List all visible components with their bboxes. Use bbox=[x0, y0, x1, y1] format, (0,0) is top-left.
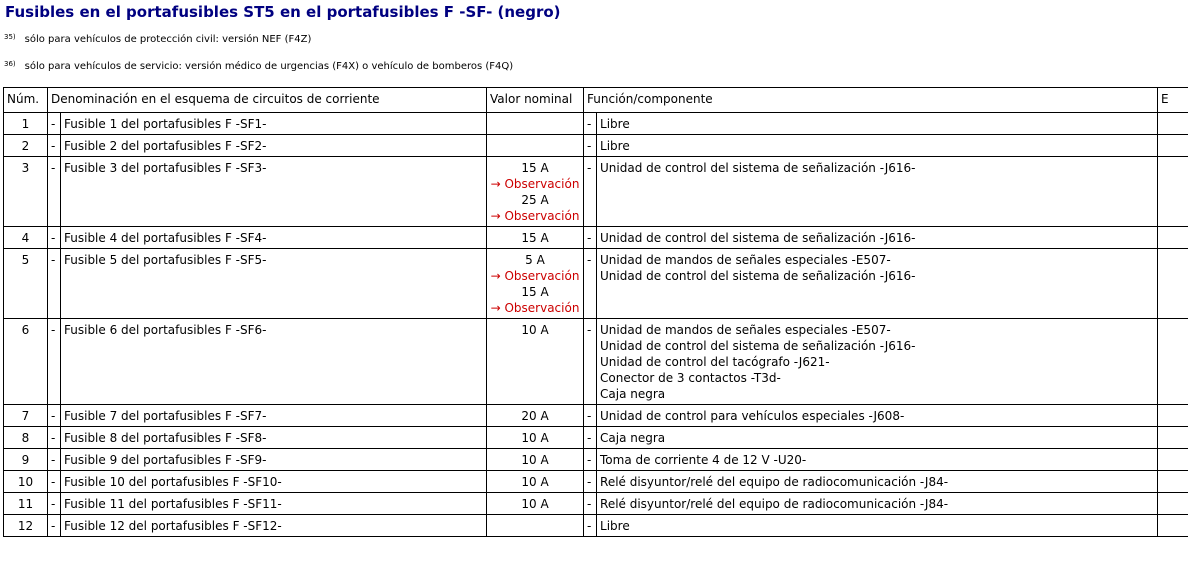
value-text: 10 A bbox=[521, 431, 549, 445]
nominal-value bbox=[487, 157, 584, 227]
function-text: Toma de corriente 4 de 12 V -U20- bbox=[600, 453, 807, 467]
dash-marker: - bbox=[48, 135, 61, 157]
function-component bbox=[597, 427, 1158, 449]
extra-cell bbox=[1158, 493, 1188, 515]
table-row bbox=[4, 449, 1188, 471]
function-text: Caja negra bbox=[600, 387, 666, 401]
extra-cell bbox=[1158, 515, 1188, 537]
value-text: 10 A bbox=[521, 475, 549, 489]
function-component bbox=[597, 157, 1158, 227]
fuse-name: Fusible 7 del portafusibles F -SF7- bbox=[61, 405, 487, 427]
observation-link[interactable]: → Observación bbox=[490, 301, 580, 315]
function-component bbox=[597, 405, 1158, 427]
fuse-number: 8 bbox=[4, 427, 48, 449]
fuse-name: Fusible 3 del portafusibles F -SF3- bbox=[61, 157, 487, 227]
table-header-row bbox=[4, 88, 1188, 113]
page-title: Fusibles en el portafusibles ST5 en el portafusibles F -SF- (negro) bbox=[5, 3, 561, 21]
dash-marker: - bbox=[48, 249, 61, 319]
function-text: Unidad de control del sistema de señalización -J616- bbox=[600, 161, 916, 175]
extra-cell bbox=[1158, 471, 1188, 493]
dash-marker: - bbox=[584, 249, 597, 319]
nominal-value bbox=[487, 427, 584, 449]
dash-marker: - bbox=[48, 113, 61, 135]
value-text: 15 A bbox=[521, 161, 549, 175]
header-extra: E bbox=[1158, 88, 1188, 113]
table-row bbox=[4, 113, 1188, 135]
extra-cell bbox=[1158, 135, 1188, 157]
fuse-name: Fusible 6 del portafusibles F -SF6- bbox=[61, 319, 487, 405]
header-num: Núm. bbox=[4, 88, 48, 113]
function-text: Unidad de control del sistema de señalización -J616- bbox=[600, 269, 916, 283]
fuse-name: Fusible 1 del portafusibles F -SF1- bbox=[61, 113, 487, 135]
fuse-number: 9 bbox=[4, 449, 48, 471]
extra-cell bbox=[1158, 249, 1188, 319]
extra-cell bbox=[1158, 405, 1188, 427]
table-row bbox=[4, 405, 1188, 427]
table-row bbox=[4, 471, 1188, 493]
table-row bbox=[4, 427, 1188, 449]
extra-cell bbox=[1158, 113, 1188, 135]
fuse-number: 12 bbox=[4, 515, 48, 537]
header-value: Valor nominal bbox=[487, 88, 584, 113]
dash-marker: - bbox=[48, 319, 61, 405]
header-function: Función/componente bbox=[584, 88, 1158, 113]
table-row bbox=[4, 135, 1188, 157]
fuse-table bbox=[3, 87, 1188, 537]
dash-marker: - bbox=[584, 405, 597, 427]
function-component bbox=[597, 515, 1158, 537]
dash-marker: - bbox=[48, 471, 61, 493]
dash-marker: - bbox=[584, 427, 597, 449]
function-text: Caja negra bbox=[600, 431, 666, 445]
footnote-35 bbox=[4, 34, 311, 45]
function-component bbox=[597, 135, 1158, 157]
function-text: Conector de 3 contactos -T3d- bbox=[600, 371, 781, 385]
function-component bbox=[597, 449, 1158, 471]
footnote-36 bbox=[4, 61, 513, 72]
fuse-number: 2 bbox=[4, 135, 48, 157]
dash-marker: - bbox=[584, 493, 597, 515]
extra-cell bbox=[1158, 319, 1188, 405]
dash-marker: - bbox=[48, 515, 61, 537]
function-text: Relé disyuntor/relé del equipo de radiocomunicación -J84- bbox=[600, 475, 949, 489]
extra-cell bbox=[1158, 157, 1188, 227]
function-component bbox=[597, 113, 1158, 135]
dash-marker: - bbox=[584, 515, 597, 537]
function-text: Unidad de control del sistema de señalización -J616- bbox=[600, 231, 916, 245]
function-component bbox=[597, 319, 1158, 405]
footnote-mark: 36) bbox=[4, 60, 16, 68]
function-text: Libre bbox=[600, 519, 630, 533]
dash-marker: - bbox=[48, 157, 61, 227]
table-row bbox=[4, 157, 1188, 227]
nominal-value bbox=[487, 471, 584, 493]
table-row bbox=[4, 515, 1188, 537]
observation-link[interactable]: → Observación bbox=[490, 209, 580, 223]
fuse-number: 3 bbox=[4, 157, 48, 227]
value-text: 5 A bbox=[525, 253, 545, 267]
table-row bbox=[4, 227, 1188, 249]
nominal-value bbox=[487, 515, 584, 537]
value-text: 20 A bbox=[521, 409, 549, 423]
dash-marker: - bbox=[584, 449, 597, 471]
function-text: Unidad de control para vehículos especiales -J608- bbox=[600, 409, 905, 423]
function-component bbox=[597, 227, 1158, 249]
dash-marker: - bbox=[48, 405, 61, 427]
function-text: Unidad de mandos de señales especiales -E507- bbox=[600, 323, 891, 337]
function-text: Relé disyuntor/relé del equipo de radiocomunicación -J84- bbox=[600, 497, 949, 511]
fuse-number: 7 bbox=[4, 405, 48, 427]
fuse-number: 6 bbox=[4, 319, 48, 405]
fuse-number: 5 bbox=[4, 249, 48, 319]
fuse-name: Fusible 2 del portafusibles F -SF2- bbox=[61, 135, 487, 157]
fuse-name: Fusible 9 del portafusibles F -SF9- bbox=[61, 449, 487, 471]
function-text: Unidad de control del sistema de señalización -J616- bbox=[600, 339, 916, 353]
fuse-name: Fusible 11 del portafusibles F -SF11- bbox=[61, 493, 487, 515]
nominal-value bbox=[487, 405, 584, 427]
footnote-text: sólo para vehículos de protección civil: versión NEF (F4Z) bbox=[24, 34, 312, 45]
fuse-name: Fusible 4 del portafusibles F -SF4- bbox=[61, 227, 487, 249]
value-text: 10 A bbox=[521, 497, 549, 511]
nominal-value bbox=[487, 135, 584, 157]
function-text: Unidad de control del tacógrafo -J621- bbox=[600, 355, 830, 369]
fuse-name: Fusible 12 del portafusibles F -SF12- bbox=[61, 515, 487, 537]
header-name: Denominación en el esquema de circuitos de corriente bbox=[48, 88, 487, 113]
value-text: 15 A bbox=[521, 285, 549, 299]
dash-marker: - bbox=[584, 319, 597, 405]
dash-marker: - bbox=[584, 471, 597, 493]
extra-cell bbox=[1158, 227, 1188, 249]
table-row bbox=[4, 493, 1188, 515]
fuse-name: Fusible 10 del portafusibles F -SF10- bbox=[61, 471, 487, 493]
function-text: Unidad de mandos de señales especiales -E507- bbox=[600, 253, 891, 267]
value-text: 10 A bbox=[521, 323, 549, 337]
extra-cell bbox=[1158, 427, 1188, 449]
dash-marker: - bbox=[584, 157, 597, 227]
table-row bbox=[4, 249, 1188, 319]
observation-link[interactable]: → Observación bbox=[490, 177, 580, 191]
fuse-number: 1 bbox=[4, 113, 48, 135]
function-text: Libre bbox=[600, 117, 630, 131]
function-component bbox=[597, 493, 1158, 515]
table-row bbox=[4, 319, 1188, 405]
fuse-number: 11 bbox=[4, 493, 48, 515]
nominal-value bbox=[487, 227, 584, 249]
observation-link[interactable]: → Observación bbox=[490, 269, 580, 283]
fuse-name: Fusible 8 del portafusibles F -SF8- bbox=[61, 427, 487, 449]
function-component bbox=[597, 249, 1158, 319]
nominal-value bbox=[487, 113, 584, 135]
nominal-value bbox=[487, 319, 584, 405]
fuse-name: Fusible 5 del portafusibles F -SF5- bbox=[61, 249, 487, 319]
fuse-number: 10 bbox=[4, 471, 48, 493]
value-text: 10 A bbox=[521, 453, 549, 467]
dash-marker: - bbox=[48, 427, 61, 449]
dash-marker: - bbox=[584, 227, 597, 249]
nominal-value bbox=[487, 449, 584, 471]
function-component bbox=[597, 471, 1158, 493]
dash-marker: - bbox=[48, 227, 61, 249]
footnote-text: sólo para vehículos de servicio: versión médico de urgencias (F4X) o vehículo de bomberos (F4Q) bbox=[24, 61, 514, 72]
function-text: Libre bbox=[600, 139, 630, 153]
nominal-value bbox=[487, 249, 584, 319]
dash-marker: - bbox=[48, 449, 61, 471]
extra-cell bbox=[1158, 449, 1188, 471]
fuse-number: 4 bbox=[4, 227, 48, 249]
footnote-mark: 35) bbox=[4, 33, 16, 41]
dash-marker: - bbox=[584, 113, 597, 135]
dash-marker: - bbox=[584, 135, 597, 157]
value-text: 15 A bbox=[521, 231, 549, 245]
fuse-table-body bbox=[4, 113, 1188, 537]
nominal-value bbox=[487, 493, 584, 515]
dash-marker: - bbox=[48, 493, 61, 515]
value-text: 25 A bbox=[521, 193, 549, 207]
